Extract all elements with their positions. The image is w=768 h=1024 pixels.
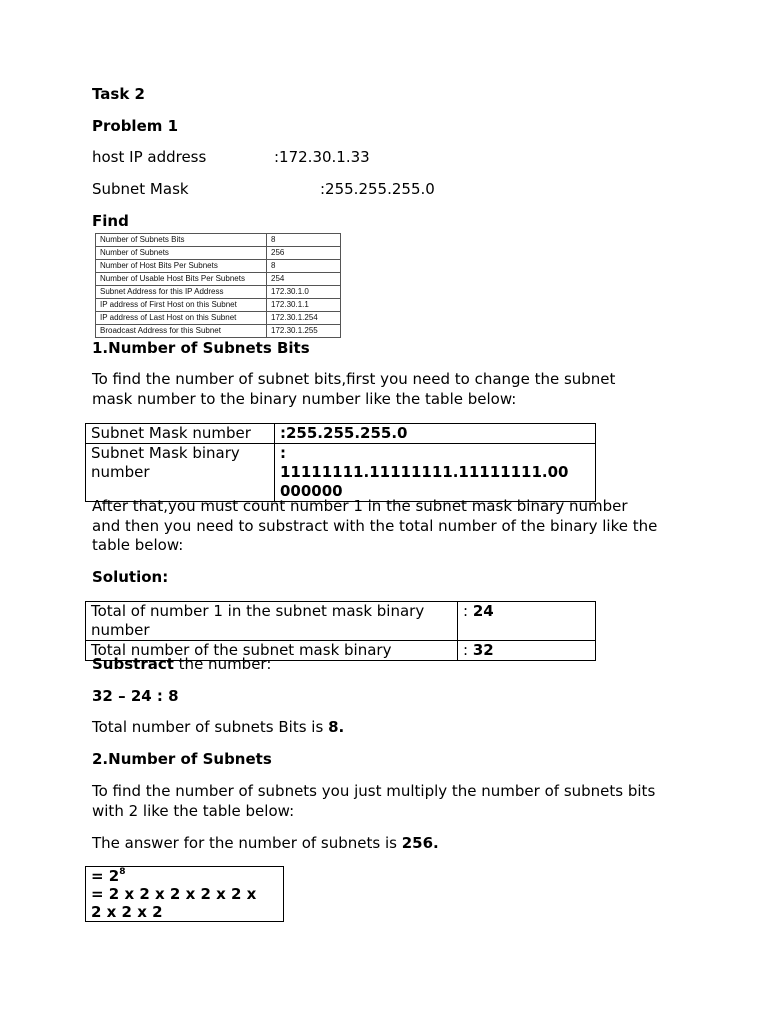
solution-title: Solution: — [92, 568, 169, 586]
substract-rest: the number: — [173, 655, 272, 673]
result-value: 8. — [328, 718, 345, 736]
section2-heading: 2.Number of Subnets — [92, 750, 272, 768]
after-line2: and then you need to substract with the total number of the binary like the — [92, 517, 658, 535]
problem-title: Problem 1 — [92, 117, 179, 135]
power-line3: 2 x 2 x 2 — [91, 903, 163, 921]
section1-intro-line2: mask number to the binary number like the table below: — [92, 390, 517, 408]
table-row — [96, 325, 341, 338]
table-row — [96, 273, 341, 286]
host-ip-value: :172.30.1.33 — [274, 148, 370, 166]
find-cell-value: 254 — [267, 273, 341, 286]
ones-count-number: 24 — [472, 602, 494, 620]
power-exponent: 8 — [119, 867, 126, 877]
host-ip-label: host IP address — [92, 148, 207, 166]
section1-heading: 1.Number of Subnets Bits — [92, 339, 310, 357]
table-row — [86, 424, 596, 444]
result-text: Total number of subnets Bits is — [92, 718, 329, 736]
section2-intro-line1: To find the number of subnets you just multiply the number of subnets bits — [92, 782, 656, 800]
find-cell-value: 256 — [267, 247, 341, 260]
total-bits-number: 32 — [472, 641, 494, 659]
mask-number-value: :255.255.255.0 — [275, 424, 596, 444]
section2-intro-line2: with 2 like the table below: — [92, 802, 295, 820]
mask-binary-label-line2: number — [91, 463, 150, 481]
table-row — [96, 299, 341, 312]
find-cell-value: 172.30.1.0 — [267, 286, 341, 299]
ones-count-prefix: : — [463, 602, 473, 620]
table-row — [86, 444, 596, 502]
ones-count-label-line2: number — [91, 621, 150, 639]
table-row — [96, 247, 341, 260]
power-box — [85, 866, 284, 922]
power-base: = 2 — [91, 867, 120, 885]
find-cell-value: 8 — [267, 234, 341, 247]
find-cell-label: IP address of First Host on this Subnet — [96, 299, 267, 312]
answer-text: The answer for the number of subnets is — [92, 834, 402, 852]
table-row — [86, 602, 596, 641]
table-row — [96, 234, 341, 247]
answer-value: 256. — [401, 834, 439, 852]
section1-intro-line1: To find the number of subnet bits,first you need to change the subnet — [92, 370, 616, 388]
find-cell-value: 8 — [267, 260, 341, 273]
find-cell-label: Number of Subnets Bits — [96, 234, 267, 247]
result-line — [92, 718, 344, 737]
find-cell-value: 172.30.1.1 — [267, 299, 341, 312]
find-cell-label: Number of Subnets — [96, 247, 267, 260]
mask-binary-label — [86, 444, 275, 502]
after-line3: table below: — [92, 536, 184, 554]
find-cell-value: 172.30.1.254 — [267, 312, 341, 325]
table-row — [96, 312, 341, 325]
mask-number-label: Subnet Mask number — [86, 424, 275, 444]
mask-binary-value — [275, 444, 596, 502]
answer-line — [92, 834, 439, 853]
task-title: Task 2 — [92, 85, 145, 103]
table-row — [96, 286, 341, 299]
mask-binary-label-line1: Subnet Mask binary — [91, 444, 240, 462]
find-cell-label: Number of Host Bits Per Subnets — [96, 260, 267, 273]
mask-binary-value-line3: 000000 — [280, 482, 343, 500]
after-line1: After that,you must count number 1 in the subnet mask binary number — [92, 497, 628, 515]
table-row — [96, 260, 341, 273]
find-cell-label: Subnet Address for this IP Address — [96, 286, 267, 299]
mask-table — [85, 423, 596, 502]
power-line1 — [91, 867, 278, 885]
substract-bold: Substract — [92, 655, 174, 673]
find-cell-value: 172.30.1.255 — [267, 325, 341, 338]
find-cell-label: Number of Usable Host Bits Per Subnets — [96, 273, 267, 286]
power-line2: = 2 x 2 x 2 x 2 x 2 x — [91, 885, 257, 903]
count-table — [85, 601, 596, 661]
find-title: Find — [92, 212, 129, 230]
subnet-mask-value: :255.255.255.0 — [320, 180, 435, 198]
mask-binary-value-line2: 11111111.11111111.11111111.00 — [280, 463, 569, 481]
find-cell-label: IP address of Last Host on this Subnet — [96, 312, 267, 325]
total-bits-label: Total number of the subnet mask binary — [86, 641, 458, 661]
ones-count-value — [458, 602, 596, 641]
subnet-mask-label: Subnet Mask — [92, 180, 189, 198]
substract-line — [92, 655, 271, 674]
mask-binary-value-line1: : — [280, 444, 286, 462]
ones-count-label — [86, 602, 458, 641]
find-cell-label: Broadcast Address for this Subnet — [96, 325, 267, 338]
ones-count-label-line1: Total of number 1 in the subnet mask binary — [91, 602, 425, 620]
total-bits-value — [458, 641, 596, 661]
equation: 32 – 24 : 8 — [92, 687, 179, 705]
total-bits-prefix: : — [463, 641, 473, 659]
find-table — [95, 233, 341, 338]
